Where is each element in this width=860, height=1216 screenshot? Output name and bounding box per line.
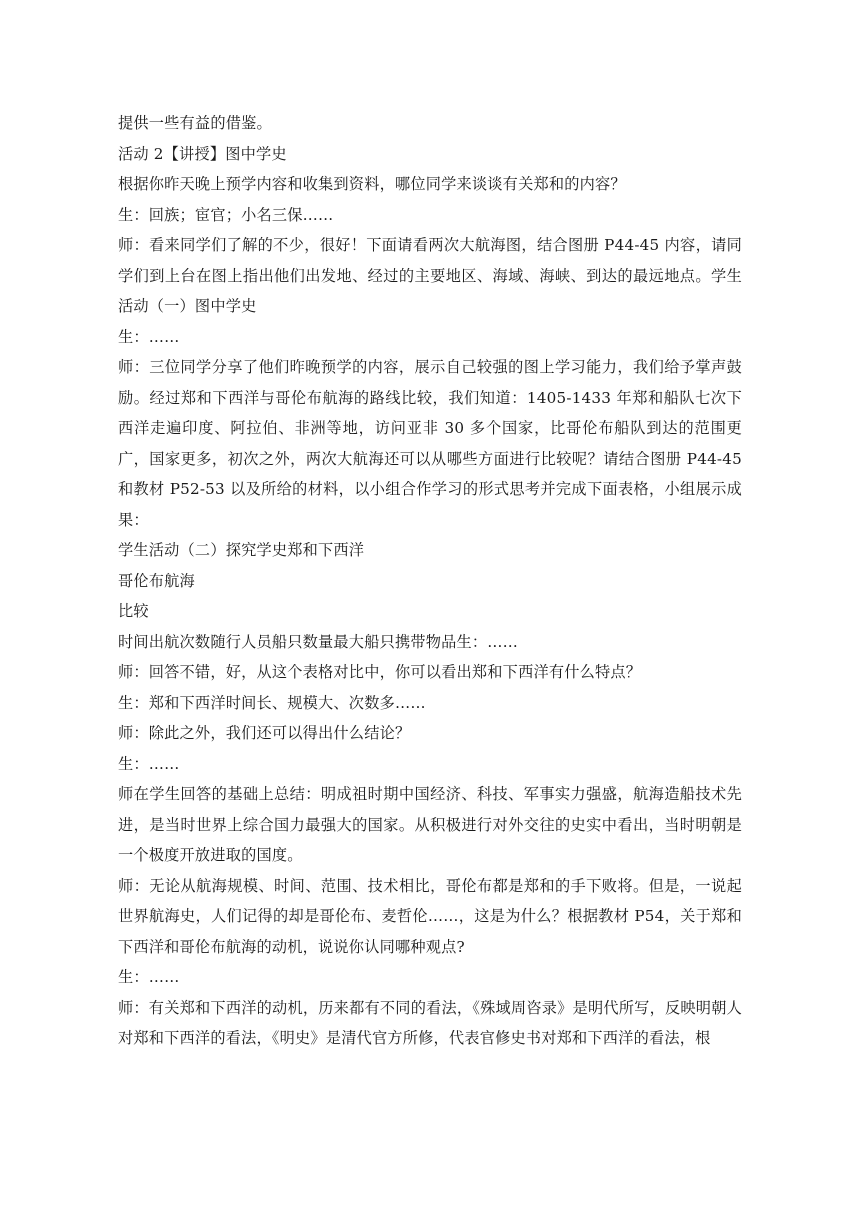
paragraph-2: 活动 2【讲授】图中学史: [118, 144, 287, 163]
paragraph-10: 比较: [118, 602, 149, 620]
paragraph-18: 生：……: [118, 968, 180, 986]
paragraph-11: 时间出航次数随行人员船只数量最大船只携带物品生：……: [118, 632, 519, 651]
document-body: [118, 108, 742, 1054]
paragraph-7: 师：三位同学分享了他们昨晚预学的内容，展示自己较强的图上学习能力，我们给予掌声鼓励。经过郑和下西洋与哥伦布航海的路线比较，我们知道：1405-1433 年郑和船队七次下西洋走遍印度、阿拉伯、非洲等地，访问亚非 30 多个国家，比哥伦布船队到达的范围更广，国家更多，初次之外，两次大航海还可以从哪些方面进行比较呢？请结合图册 P44-45 和教材 P52-53 以及所给的材料，以小组合作学习的形式思考并完成下面表格，小组展示成果：: [118, 358, 742, 529]
paragraph-13: 生：郑和下西洋时间长、规模大、次数多……: [118, 693, 426, 712]
paragraph-4: 生：回族；宦官；小名三保……: [118, 205, 334, 224]
paragraph-17: 师：无论从航海规模、时间、范围、技术相比，哥伦布都是郑和的手下败将。但是，一说起世界航海史，人们记得的却是哥伦布、麦哲伦……，这是为什么？根据教材 P54，关于郑和下西洋和哥伦布航海的动机，说说你认同哪种观点?: [118, 876, 742, 956]
paragraph-19: 师：有关郑和下西洋的动机，历来都有不同的看法，《殊域周咨录》是明代所写，反映明朝人对郑和下西洋的看法，《明史》是清代官方所修，代表官修史书对郑和下西洋的看法，根: [118, 998, 742, 1047]
paragraph-15: 生：……: [118, 754, 180, 773]
paragraph-5: 师：看来同学们了解的不少，很好！下面请看两次大航海图，结合图册 P44-45 内容，请同学们到上台在图上指出他们出发地、经过的主要地区、海域、海峡、到达的最远地点。学生活动（一）图中学史: [118, 236, 742, 315]
paragraph-14: 师：除此之外，我们还可以得出什么结论？: [118, 724, 411, 742]
paragraph-1: 提供一些有益的借鉴。: [118, 114, 272, 132]
paragraph-16: 师在学生回答的基础上总结：明成祖时期中国经济、科技、军事实力强盛，航海造船技术先进，是当时世界上综合国力最强大的国家。从积极进行对外交往的史实中看出，当时明朝是一个极度开放进取的国度。: [118, 785, 742, 864]
paragraph-8: 学生活动（二）探究学史郑和下西洋: [118, 541, 365, 559]
paragraph-3: 根据你昨天晚上预学内容和收集到资料，哪位同学来谈谈有关郑和的内容？: [118, 175, 626, 193]
paragraph-9: 哥伦布航海: [118, 571, 195, 590]
paragraph-12: 师：回答不错，好，从这个表格对比中，你可以看出郑和下西洋有什么特点？: [118, 663, 642, 681]
paragraph-6: 生：……: [118, 327, 180, 346]
